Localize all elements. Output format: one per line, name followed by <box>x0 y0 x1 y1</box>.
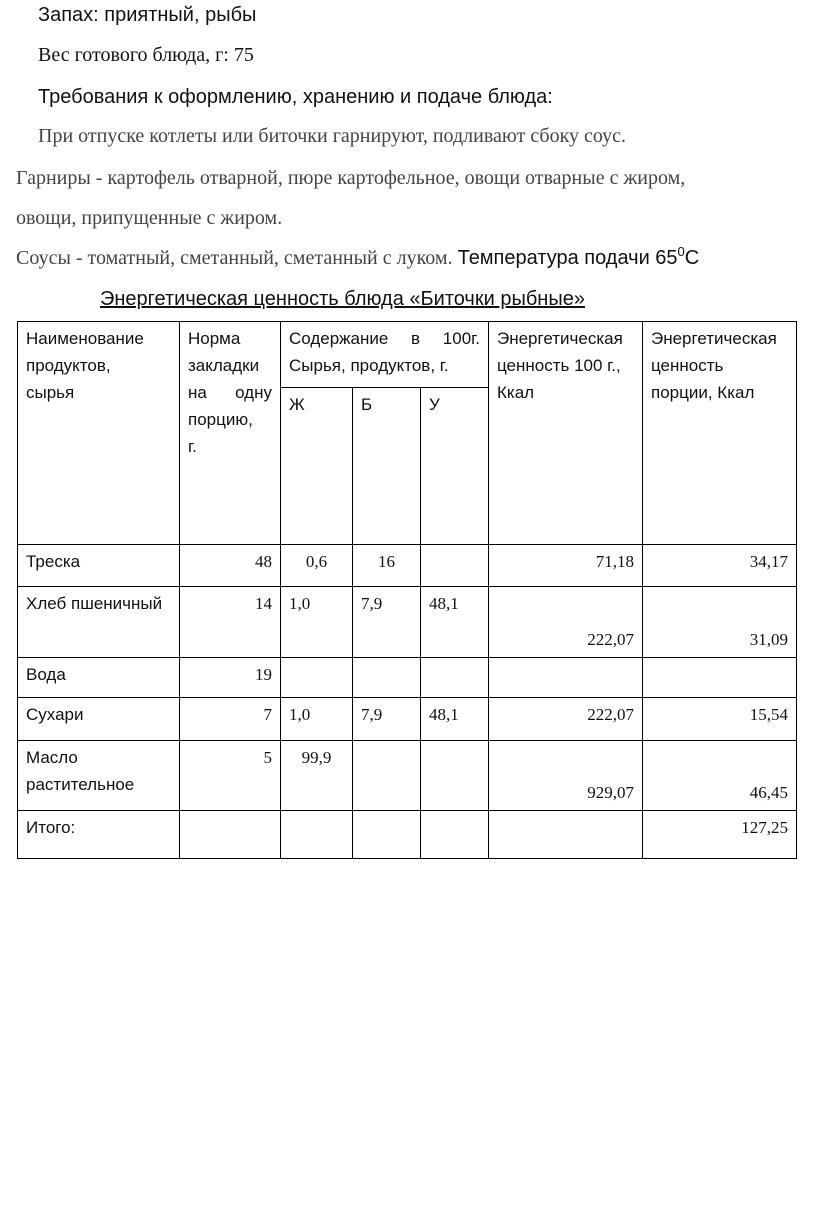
cell-empty <box>281 811 353 859</box>
cell-energy-portion: 31,09 <box>643 587 797 658</box>
table-header-row <box>18 322 797 388</box>
header-norm <box>180 322 281 545</box>
cell-carbs <box>421 545 489 587</box>
table-total-row <box>18 811 797 859</box>
cell-empty <box>180 811 281 859</box>
cell-energy-portion: 15,54 <box>643 698 797 741</box>
cell-product-name: Треска <box>18 545 180 587</box>
serving-paragraph-line-3: овощи, припущенные с жиром. <box>16 207 283 229</box>
cell-carbs: 48,1 <box>421 698 489 741</box>
cell-fat: 99,9 <box>281 741 353 811</box>
table-row <box>18 741 797 811</box>
header-text: Сырья, продуктов, г. <box>289 356 449 375</box>
serving-paragraph-line-2: Гарниры - картофель отварной, пюре картофельное, овощи отварные с жиром, <box>16 167 686 189</box>
temperature-label: Температура подачи 65 <box>457 247 678 269</box>
cell-energy-100g: 929,07 <box>489 741 643 811</box>
cell-product-name: Хлеб пшеничный <box>18 587 180 658</box>
cell-energy-100g: 222,07 <box>489 587 643 658</box>
cell-carbs <box>421 741 489 811</box>
header-text: Наименование <box>26 329 144 348</box>
table-row <box>18 698 797 741</box>
header-carbs: У <box>421 388 489 545</box>
table-row <box>18 658 797 698</box>
header-text: ценность <box>651 356 724 375</box>
header-text: Ккал <box>497 383 535 402</box>
cell-protein: 7,9 <box>353 587 421 658</box>
cell-energy-portion: 46,45 <box>643 741 797 811</box>
cell-energy-portion: 34,17 <box>643 545 797 587</box>
header-text: Норма <box>188 329 241 348</box>
header-protein: Б <box>353 388 421 545</box>
header-text: продуктов, <box>26 356 111 375</box>
energy-value-table <box>17 321 797 859</box>
header-text: Энергетическая <box>497 329 623 348</box>
header-product-name <box>18 322 180 545</box>
cell-norm: 19 <box>180 658 281 698</box>
cell-empty <box>353 811 421 859</box>
cell-norm: 5 <box>180 741 281 811</box>
cell-empty <box>489 811 643 859</box>
cell-protein <box>353 658 421 698</box>
header-text: Энергетическая <box>651 329 777 348</box>
cell-fat: 1,0 <box>281 698 353 741</box>
header-text: порцию, <box>188 410 253 429</box>
requirements-heading: Требования к оформлению, хранению и подаче блюда: <box>38 86 553 108</box>
cell-energy-100g: 71,18 <box>489 545 643 587</box>
header-fat: Ж <box>281 388 353 545</box>
header-text: закладки <box>188 356 260 375</box>
table-row <box>18 587 797 658</box>
cell-norm: 14 <box>180 587 281 658</box>
cell-protein: 16 <box>353 545 421 587</box>
cell-carbs <box>421 658 489 698</box>
weight-line: Вес готового блюда, г: 75 <box>38 44 254 66</box>
cell-norm: 48 <box>180 545 281 587</box>
cell-energy-100g <box>489 658 643 698</box>
cell-energy-100g: 222,07 <box>489 698 643 741</box>
header-energy-100g <box>489 322 643 545</box>
sauces-text: Соусы - томатный, сметанный, сметанный с луком. <box>16 247 453 269</box>
cell-carbs: 48,1 <box>421 587 489 658</box>
cell-total-label: Итого: <box>18 811 180 859</box>
header-text: порции, Ккал <box>651 383 755 402</box>
header-text: ценность 100 г., <box>497 356 621 375</box>
header-text: сырья <box>26 383 75 402</box>
temperature-unit: С <box>684 247 700 269</box>
cell-fat: 1,0 <box>281 587 353 658</box>
sauces-temperature-line <box>16 246 699 270</box>
table-row <box>18 545 797 587</box>
cell-product-name: Сухари <box>18 698 180 741</box>
cell-fat <box>281 658 353 698</box>
cell-energy-portion <box>643 658 797 698</box>
header-text: на одну <box>188 383 272 402</box>
cell-protein: 7,9 <box>353 698 421 741</box>
cell-total-energy-portion: 127,25 <box>643 811 797 859</box>
degree-superscript: 0 <box>677 244 685 259</box>
cell-product-name: Вода <box>18 658 180 698</box>
cell-product-name: Масло растительное <box>18 741 180 811</box>
smell-line: Запах: приятный, рыбы <box>38 4 257 26</box>
serving-paragraph-line-1: При отпуске котлеты или биточки гарнируют, подливают сбоку соус. <box>38 125 627 147</box>
header-content-per-100g <box>281 322 489 388</box>
cell-empty <box>421 811 489 859</box>
serving-temperature <box>457 244 700 269</box>
header-text: Содержание в 100г. <box>289 329 480 348</box>
cell-norm: 7 <box>180 698 281 741</box>
cell-protein <box>353 741 421 811</box>
header-energy-portion <box>643 322 797 545</box>
table-title: Энергетическая ценность блюда «Биточки рыбные» <box>100 288 585 310</box>
header-text: г. <box>188 437 197 456</box>
cell-fat: 0,6 <box>281 545 353 587</box>
